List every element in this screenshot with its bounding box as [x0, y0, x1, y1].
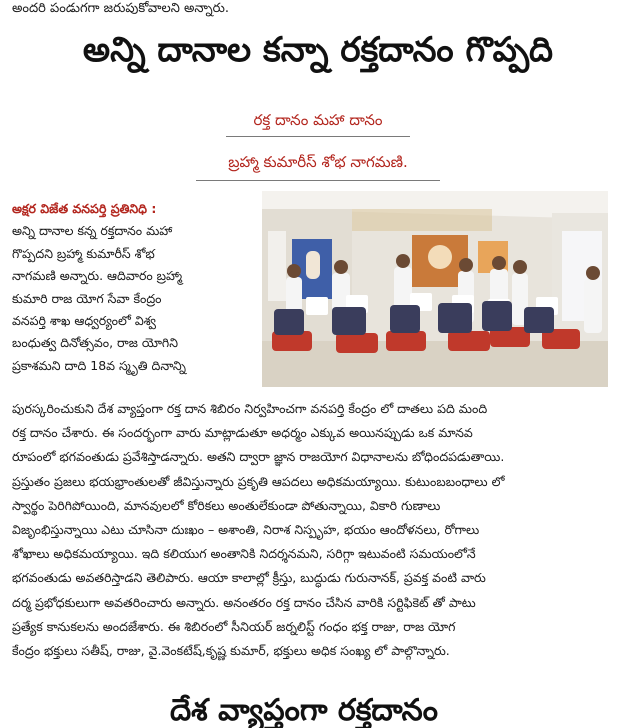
column-line: వనపర్తి శాఖ ఆధ్వర్యంలో విశ్వ	[12, 313, 157, 329]
subheading-1	[0, 108, 636, 135]
column-line: బంధుత్వ దినోత్సవం, రాజ యోగిని	[12, 335, 178, 351]
byline: అక్షర విజేత వనపర్తి ప్రతినిధి :	[12, 201, 157, 216]
column-line: అన్ని దానాల కన్న రక్తదానం మహా	[12, 223, 173, 239]
column-line: ప్రకాశమని దాది 18వ స్మృతి దినాన్ని	[12, 357, 186, 373]
body-line: ప్రత్యేక కానుకలను అందజేశారు. ఈ శిబిరంలో సీనియర్ జర్నలిస్ట్ గంధం భక్త రాజు, రాజ యోగ	[12, 618, 456, 634]
body-line: దర్మ ప్రభోధకులుగా అవతరించారు అన్నారు. అనంతరం రక్త దానం చేసిన వారికి సర్టిఫికెట్ తో పాటు	[12, 594, 476, 610]
subheading-2	[0, 150, 636, 177]
body-line: స్వార్థం పెరిగిపోయింది, మానవులలో కోరికలు అంతులేకుండా పోతున్నాయి, వికారి గుణాలు	[12, 497, 441, 513]
body-line: ప్రస్తుతం ప్రజలు భయభ్రాంతులతో జీవిస్తున్నారు ప్రకృతి ఆపదలు అధికమయ్యాయి. కుటుంబబంధాలు లో	[12, 473, 505, 489]
subheading-2-underline	[196, 180, 440, 181]
column-line: గొప్పదని బ్రహ్మా కుమారీస్ శోభ	[12, 245, 155, 261]
body-line: పురస్కరించుకుని దేశ వ్యాప్తంగా రక్త దాన శిబిరం నిర్వహించగా వనపర్తి కేంద్రం లో దాతలు పది మంది	[12, 401, 488, 416]
photo-illustration	[262, 191, 608, 387]
subheading-1-text: రక్త దానం మహా దానం	[253, 111, 383, 129]
body-line: రక్త దానం చేశారు. ఈ సందర్భంగా వారు మాట్లాడుతూ అధర్మం ఎక్కువ అయినప్పుడు ఒక మానవ	[12, 425, 473, 441]
previous-article-last-line: అందరి పండుగగా జరుపుకోవాలని అన్నారు.	[12, 1, 229, 16]
article-body	[12, 397, 624, 663]
column-line: నాగమణి అన్నారు. ఆదివారం బ్రహ్మా	[12, 268, 183, 284]
column-line: కుమారి రాజ యోగ సేవా కేంద్రం	[12, 290, 162, 306]
next-article-headline-cropped	[170, 692, 470, 728]
body-line: భగవంతుడు అవతరిస్తాడని తెలిపారు. ఆయా కాలాల్లో క్రీస్తు, బుద్ధుడు గురునానక్, ప్రవక్త వంటి వారు	[12, 570, 486, 586]
body-line: విజృంభిస్తున్నాయి ఎటు చూసినా దుఃఖం – అశాంతి, నిరాశ నిస్పృహ, భయం ఆందోళనలు, రోగాలు	[12, 522, 480, 538]
group-photo-image	[262, 191, 608, 387]
body-line: శోఖాలు అధికమయ్యాయి. ఇది కలియుగ అంతానికి నిదర్శనమని, సరిగ్గా ఇటువంటి సమయంలోనే	[12, 546, 476, 562]
subheading-2-text: బ్రహ్మా కుమారీస్ శోభ నాగమణి.	[228, 153, 408, 171]
headline: అన్ని దానాల కన్నా రక్తదానం గొప్పది	[82, 30, 554, 70]
subheading-1-underline	[226, 136, 410, 137]
article-intro-column	[12, 198, 252, 377]
body-line: రూపంలో భగవంతుడు ప్రవేశిస్తాడన్నారు. అతని ద్వారా జ్ఞాన రాజయోగ విధానాలను బోధిందపడుతాయి.	[12, 449, 505, 465]
body-line: కేంద్రం భక్తులు సతీష్, రాజు, వై.వెంకటేష్,కృష్ణ కుమార్, భక్తులు అధిక సంఖ్య లో పాల్గొన్నారు.	[12, 643, 450, 659]
next-article-headline-text: దేశ వ్యాప్తంగా రక్తదానం	[170, 693, 438, 728]
